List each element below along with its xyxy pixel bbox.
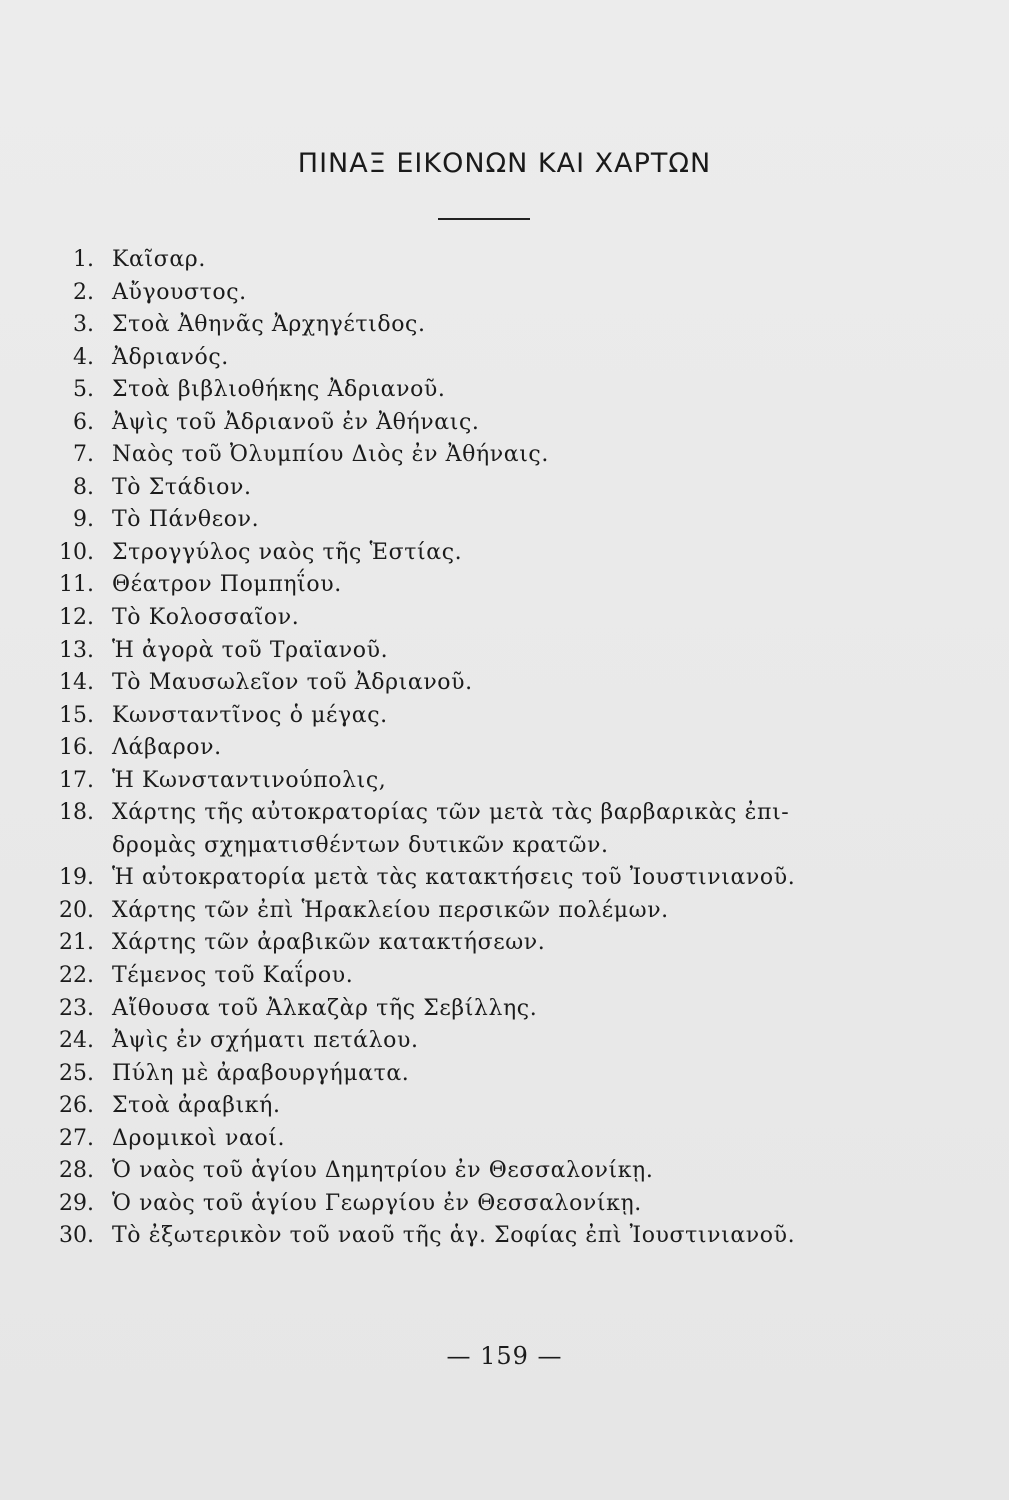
item-text: Τέμενος τοῦ Καΐρου. [112, 963, 354, 989]
item-number: 21. [59, 930, 94, 956]
item-number: 18. [59, 800, 94, 826]
list-item [44, 862, 944, 895]
item-number: 16. [59, 735, 94, 761]
item-number: 4. [73, 344, 94, 370]
list-item [44, 1058, 944, 1091]
list-item [44, 1025, 944, 1058]
item-number: 9. [73, 507, 94, 533]
list-item [44, 407, 944, 440]
list-item [44, 895, 944, 928]
item-text: Στοὰ Ἀθηνᾶς Ἀρχηγέτιδος. [112, 312, 426, 338]
list-item [44, 439, 944, 472]
item-text: Ἀψὶς τοῦ Ἀδριανοῦ ἐν Ἀθήναις. [112, 409, 480, 435]
item-number: 13. [59, 637, 94, 663]
item-text: Αὔγουστος. [112, 279, 247, 305]
list-item [44, 602, 944, 635]
list-item [44, 277, 944, 310]
list-item [44, 1123, 944, 1156]
item-text: Καῖσαρ. [112, 247, 206, 272]
list-item [44, 472, 944, 505]
item-number: 11. [59, 572, 94, 598]
list-item [44, 374, 944, 407]
item-text: Κωνσταντῖνος ὁ μέγας. [112, 702, 388, 728]
item-number: 20. [59, 897, 94, 923]
list-item [44, 569, 944, 602]
item-number: 10. [59, 539, 94, 565]
item-number: 7. [73, 442, 94, 468]
item-number: 27. [59, 1125, 94, 1151]
item-number: 17. [59, 767, 94, 793]
item-number: 26. [59, 1093, 94, 1119]
list-item [44, 342, 944, 375]
item-text: Στοὰ ἀραβική. [112, 1093, 281, 1119]
item-number: 5. [73, 377, 94, 403]
list-item [44, 635, 944, 668]
item-text: Ἡ ἀγορὰ τοῦ Τραϊανοῦ. [112, 637, 389, 663]
item-number: 30. [59, 1223, 94, 1249]
list-item [44, 244, 944, 277]
item-text: Λάβαρον. [112, 735, 222, 761]
item-text: Ναὸς τοῦ Ὀλυμπίου Διὸς ἐν Ἀθήναις. [112, 442, 549, 468]
list-item [44, 960, 944, 993]
list-item [44, 504, 944, 537]
item-number: 6. [73, 409, 94, 435]
item-text: Ἀδριανός. [112, 344, 229, 370]
item-text: Ὁ ναὸς τοῦ ἁγίου Γεωργίου ἐν Θεσσαλονίκῃ. [112, 1190, 642, 1216]
list-item [44, 1090, 944, 1123]
item-number: 8. [73, 474, 94, 500]
list-item [44, 1220, 944, 1253]
list-item [44, 765, 944, 798]
list-item [44, 732, 944, 765]
item-text: Τὸ Κολοσσαῖον. [112, 605, 300, 631]
item-text: Στοὰ βιβλιοθήκης Ἀδριανοῦ. [112, 377, 446, 403]
list-item [44, 309, 944, 342]
list-item [44, 667, 944, 700]
item-number: 22. [59, 963, 94, 989]
page-number: — 159 — [446, 1342, 563, 1370]
list-item-continuation [44, 830, 944, 863]
item-text: Τὸ Πάνθεον. [112, 507, 260, 533]
item-text: Χάρτης τῶν ἀραβικῶν κατακτήσεων. [112, 930, 546, 956]
item-number: 28. [59, 1158, 94, 1184]
item-text: Τὸ ἐξωτερικὸν τοῦ ναοῦ τῆς ἁγ. Σοφίας ἐπὶ Ἰουστινιανοῦ. [112, 1223, 796, 1249]
item-number: 2. [73, 279, 94, 305]
item-number: 29. [59, 1190, 94, 1216]
item-text: Στρογγύλος ναὸς τῆς Ἑστίας. [112, 539, 463, 565]
item-text: Χάρτης τῆς αὐτοκρατορίας τῶν μετὰ τὰς βαρβαρικὰς ἐπι- [112, 800, 790, 826]
item-text: Ἡ Κωνσταντινούπολις, [112, 767, 387, 793]
item-text: Ἀψὶς ἐν σχήματι πετάλου. [112, 1028, 419, 1054]
item-number: 3. [73, 312, 94, 338]
item-number: 14. [59, 670, 94, 696]
item-text: Τὸ Στάδιον. [112, 474, 252, 500]
list-item [44, 700, 944, 733]
item-text: Ἡ αὐτοκρατορία μετὰ τὰς κατακτήσεις τοῦ Ἰουστινιανοῦ. [112, 865, 796, 891]
list-item [44, 1188, 944, 1221]
item-number: 1. [73, 247, 94, 272]
list-item [44, 927, 944, 960]
item-text: Ὁ ναὸς τοῦ ἁγίου Δημητρίου ἐν Θεσσαλονίκῃ. [112, 1158, 654, 1184]
item-number: 19. [59, 865, 94, 891]
list-item [44, 797, 944, 830]
list-item [44, 537, 944, 570]
list-item [44, 993, 944, 1026]
item-text: Τὸ Μαυσωλεῖον τοῦ Ἀδριανοῦ. [112, 670, 473, 696]
list-item [44, 1155, 944, 1188]
page-title: ΠΙΝΑΞ ΕΙΚΟΝΩΝ ΚΑΙ ΧΑΡΤΩΝ [297, 148, 712, 179]
item-number: 12. [59, 605, 94, 631]
item-text: Χάρτης τῶν ἐπὶ Ἡρακλείου περσικῶν πολέμων. [112, 897, 669, 923]
item-number: 24. [59, 1028, 94, 1054]
title-rule [438, 218, 530, 220]
figure-list [44, 244, 944, 1253]
item-number: 23. [59, 995, 94, 1021]
item-number: 15. [59, 702, 94, 728]
item-text: Πύλη μὲ ἀραβουργήματα. [112, 1060, 410, 1086]
item-text: Αἴθουσα τοῦ Ἀλκαζὰρ τῆς Σεβίλλης. [112, 995, 538, 1021]
item-number: 25. [59, 1060, 94, 1086]
item-text: Θέατρον Πομπηΐου. [112, 572, 342, 598]
item-text: δρομὰς σχηματισθέντων δυτικῶν κρατῶν. [112, 832, 609, 858]
item-text: Δρομικοὶ ναοί. [112, 1125, 286, 1151]
